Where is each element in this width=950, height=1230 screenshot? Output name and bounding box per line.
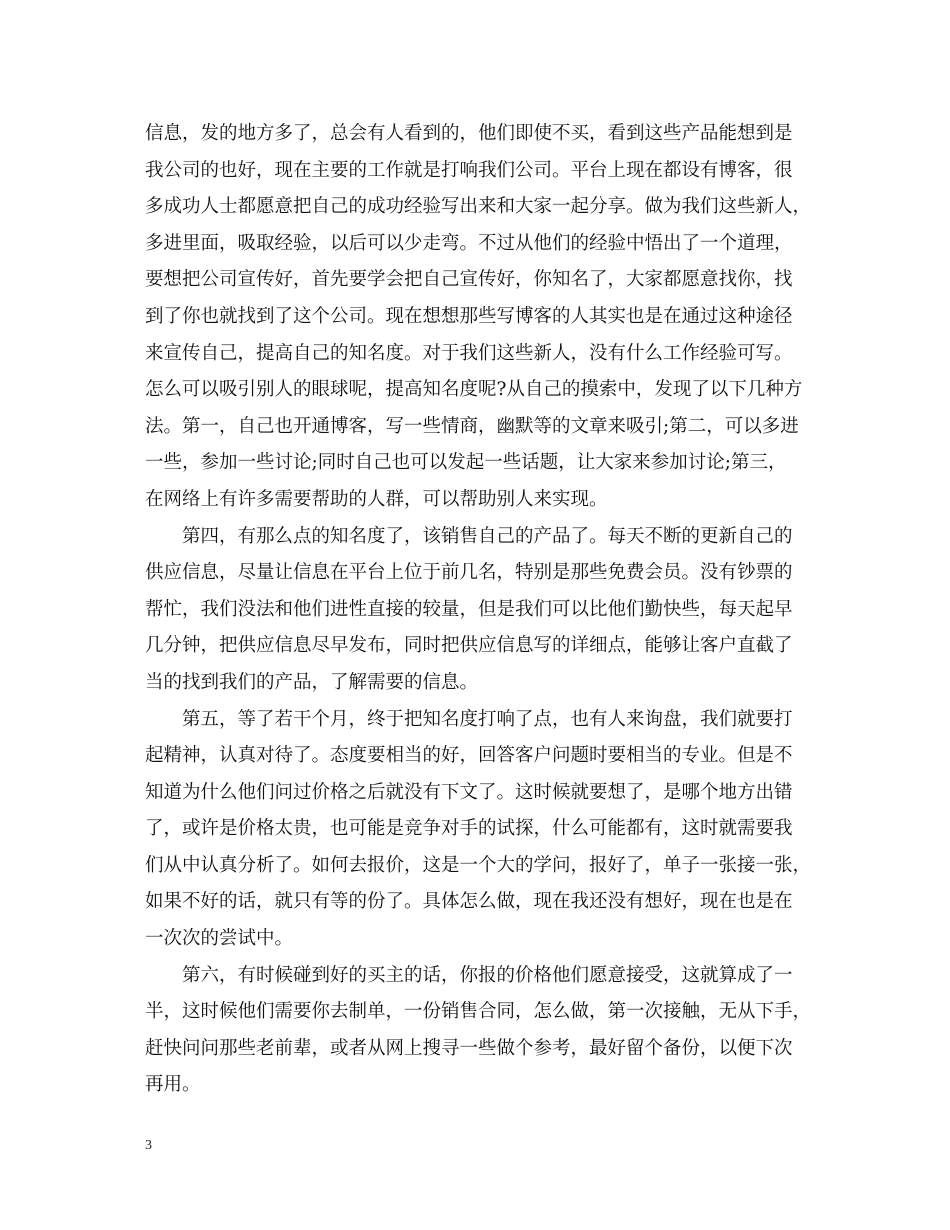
text-line: 知道为什么他们问过价格之后就没有下文了。这时候就要想了，是哪个地方出错 [145,781,793,803]
paragraph [145,702,812,958]
text-line: 多进里面，吸取经验，以后可以少走弯。不过从他们的经验中悟出了一个道理， [145,232,793,254]
text-line: 在网络上有许多需要帮助的人群，可以帮助别人来实现。 [145,488,608,510]
text-line: 半，这时候他们需要你去制单，一份销售合同，怎么做，第一次接触，无从下手， [145,1001,812,1023]
document-body [145,116,812,1104]
paragraph [145,116,812,519]
text-line: 如果不好的话，就只有等的份了。具体怎么做，现在我还没有想好，现在也是在 [145,891,793,913]
text-line: 一些，参加一些讨论;同时自己也可以发起一些话题，让大家来参加讨论;第三， [145,452,787,474]
text-line: 第五，等了若干个月，终于把知名度打响了点，也有人来询盘，我们就要打 [182,708,793,730]
text-line: 法。第一，自己也开通博客，写一些情商，幽默等的文章来吸引;第二，可以多进 [145,415,799,437]
paragraph [145,958,812,1104]
text-line: 几分钟，把供应信息尽早发布，同时把供应信息写的详细点，能够让客户直截了 [145,635,793,657]
text-line: 帮忙，我们没法和他们进性直接的较量，但是我们可以比他们勤快些，每天起早 [145,598,793,620]
text-line: 第六，有时候碰到好的买主的话，你报的价格他们愿意接受，这就算成了一 [182,964,793,986]
text-line: 们从中认真分析了。如何去报价，这是一个大的学问，报好了，单子一张接一张， [145,854,812,876]
paragraph [145,519,807,702]
text-line: 要想把公司宣传好，首先要学会把自己宣传好，你知名了，大家都愿意找你，找 [145,269,793,291]
text-line: 一次次的尝试中。 [145,928,294,950]
text-line: 第四，有那么点的知名度了，该销售自己的产品了。每天不断的更新自己的 [182,525,793,547]
text-line: 怎么可以吸引别人的眼球呢，提高知名度呢?从自己的摸索中，发现了以下几种方 [145,379,803,401]
text-line: 再用。 [145,1074,201,1096]
text-line: 起精神，认真对待了。态度要相当的好，回答客户问题时要相当的专业。但是不 [145,745,793,767]
text-line: 到了你也就找到了这个公司。现在想想那些写博客的人其实也是在通过这种途径 [145,305,793,327]
text-line: 了，或许是价格太贵，也可能是竞争对手的试探，什么可能都有，这时就需要我 [145,818,793,840]
text-line: 当的找到我们的产品，了解需要的信息。 [145,671,479,693]
text-line: 信息，发的地方多了，总会有人看到的，他们即使不买，看到这些产品能想到是 [145,123,793,144]
text-line: 来宣传自己，提高自己的知名度。对于我们这些新人，没有什么工作经验可写。 [145,342,793,364]
text-line: 供应信息，尽量让信息在平台上位于前几名，特别是那些免费会员。没有钞票的 [145,562,793,584]
text-line: 我公司的也好，现在主要的工作就是打响我们公司。平台上现在都设有博客，很 [145,159,793,181]
text-line: 赶快问问那些老前辈，或者从网上搜寻一些做个参考，最好留个备份，以便下次 [145,1037,793,1059]
page-number: 3 [145,1138,152,1153]
text-line: 多成功人士都愿意把自己的成功经验写出来和大家一起分享。做为我们这些新人， [145,196,812,218]
